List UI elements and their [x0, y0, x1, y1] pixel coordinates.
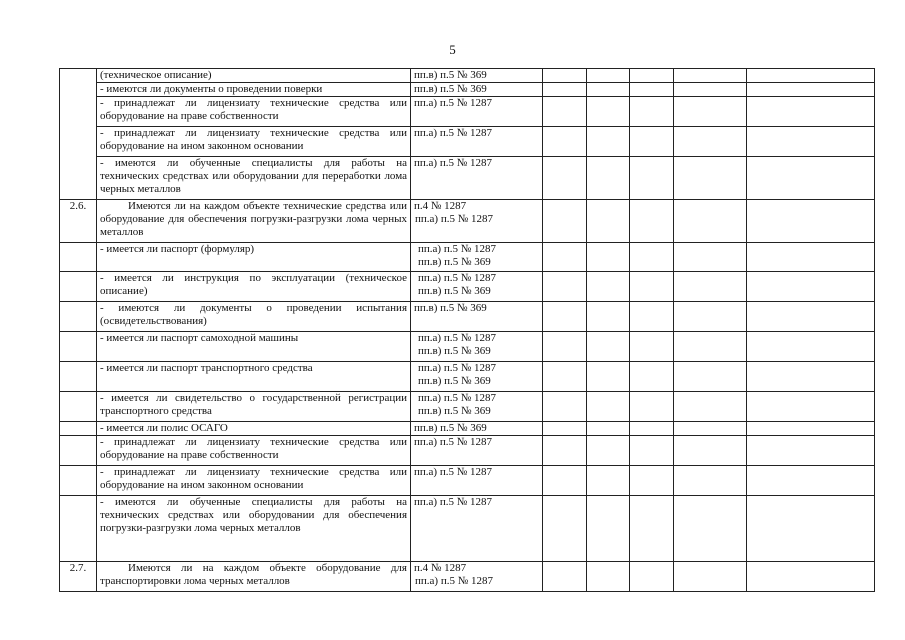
table-row	[60, 97, 875, 127]
answer-yes-cell	[543, 392, 587, 422]
answer-no-cell	[587, 302, 630, 332]
answer-no-cell	[587, 362, 630, 392]
requirement-cell	[97, 562, 411, 592]
not-applicable-cell	[630, 392, 674, 422]
table-row	[60, 436, 875, 466]
notes-cell	[747, 466, 875, 496]
answer-yes-cell	[543, 83, 587, 97]
table-row	[60, 272, 875, 302]
requirement-cell	[97, 422, 411, 436]
reference-detail-cell	[674, 243, 747, 272]
notes-cell	[747, 272, 875, 302]
item-number-cell	[60, 392, 97, 422]
item-number-cell	[60, 496, 97, 562]
not-applicable-cell	[630, 436, 674, 466]
table-row	[60, 362, 875, 392]
table-row	[60, 302, 875, 332]
requirement-text: Имеются ли на каждом объекте технические средства или оборудование для обеспечения погрузки-разгрузки лома черных металлов	[100, 200, 407, 238]
answer-yes-cell	[543, 272, 587, 302]
reference-detail-cell	[674, 127, 747, 157]
legal-reference-cell	[411, 436, 543, 466]
not-applicable-cell	[630, 83, 674, 97]
legal-reference: пп.в) п.5 № 369	[418, 405, 491, 417]
notes-cell	[747, 562, 875, 592]
answer-no-cell	[587, 436, 630, 466]
answer-yes-cell	[543, 496, 587, 562]
answer-no-cell	[587, 157, 630, 200]
not-applicable-cell	[630, 422, 674, 436]
requirement-cell	[97, 243, 411, 272]
notes-cell	[747, 362, 875, 392]
legal-reference-cell	[411, 302, 543, 332]
legal-reference-cell	[411, 97, 543, 127]
answer-no-cell	[587, 97, 630, 127]
not-applicable-cell	[630, 200, 674, 243]
notes-cell	[747, 422, 875, 436]
legal-reference: п.4 № 1287	[414, 200, 467, 212]
legal-reference: пп.а) п.5 № 1287	[414, 466, 492, 478]
answer-yes-cell	[543, 200, 587, 243]
legal-reference: пп.в) п.5 № 369	[414, 83, 487, 95]
requirement-text: - имеются ли документы о проведении поверки	[100, 83, 323, 95]
not-applicable-cell	[630, 272, 674, 302]
reference-detail-cell	[674, 392, 747, 422]
item-number-cell	[60, 302, 97, 332]
item-number-cell	[60, 422, 97, 436]
legal-reference: пп.в) п.5 № 369	[414, 302, 487, 314]
not-applicable-cell	[630, 302, 674, 332]
legal-reference-cell	[411, 157, 543, 200]
notes-cell	[747, 97, 875, 127]
table-row	[60, 127, 875, 157]
reference-detail-cell	[674, 332, 747, 362]
legal-reference-cell	[411, 272, 543, 302]
not-applicable-cell	[630, 97, 674, 127]
answer-no-cell	[587, 69, 630, 83]
legal-reference: п.4 № 1287	[414, 562, 467, 574]
legal-reference: пп.в) п.5 № 369	[414, 69, 487, 81]
legal-reference: пп.а) п.5 № 1287	[418, 272, 496, 284]
legal-reference: пп.в) п.5 № 369	[418, 256, 491, 268]
requirement-cell	[97, 332, 411, 362]
answer-yes-cell	[543, 243, 587, 272]
legal-reference: пп.в) п.5 № 369	[418, 345, 491, 357]
legal-reference-cell	[411, 422, 543, 436]
reference-detail-cell	[674, 496, 747, 562]
requirement-cell	[97, 466, 411, 496]
answer-yes-cell	[543, 69, 587, 83]
notes-cell	[747, 69, 875, 83]
legal-reference: пп.а) п.5 № 1287	[415, 575, 493, 587]
notes-cell	[747, 496, 875, 562]
requirement-cell	[97, 496, 411, 562]
table-row	[60, 332, 875, 362]
answer-no-cell	[587, 127, 630, 157]
answer-yes-cell	[543, 127, 587, 157]
answer-no-cell	[587, 562, 630, 592]
reference-detail-cell	[674, 83, 747, 97]
legal-reference-cell	[411, 83, 543, 97]
requirement-cell	[97, 200, 411, 243]
legal-reference: пп.а) п.5 № 1287	[414, 157, 492, 169]
checklist-table	[59, 68, 875, 592]
requirement-cell	[97, 362, 411, 392]
legal-reference-cell	[411, 496, 543, 562]
legal-reference-cell	[411, 243, 543, 272]
legal-reference: пп.а) п.5 № 1287	[418, 243, 496, 255]
legal-reference-cell	[411, 69, 543, 83]
reference-detail-cell	[674, 157, 747, 200]
requirement-text: - имеется ли паспорт самоходной машины	[100, 332, 299, 344]
table-row	[60, 392, 875, 422]
legal-reference: пп.в) п.5 № 369	[414, 422, 487, 434]
requirement-cell	[97, 127, 411, 157]
legal-reference-cell	[411, 392, 543, 422]
requirement-text: - имеется ли инструкция по эксплуатации (техническое описание)	[100, 272, 407, 297]
requirement-text: - принадлежат ли лицензиату технические средства или оборудование на ином законном основании	[100, 466, 407, 491]
table-row	[60, 466, 875, 496]
legal-reference-cell	[411, 127, 543, 157]
table-row	[60, 157, 875, 200]
requirement-text: - имеются ли обученные специалисты для работы на технических средствах или оборудовании для обеспечения погрузки-разгрузки лома черных металлов	[100, 496, 407, 534]
legal-reference: пп.а) п.5 № 1287	[414, 436, 492, 448]
notes-cell	[747, 332, 875, 362]
legal-reference: пп.а) п.5 № 1287	[418, 362, 496, 374]
requirement-cell	[97, 302, 411, 332]
requirement-text: - имеются ли документы о проведении испытания (освидетельствования)	[100, 302, 407, 327]
item-number-cell	[60, 466, 97, 496]
answer-yes-cell	[543, 436, 587, 466]
item-number-cell	[60, 362, 97, 392]
notes-cell	[747, 127, 875, 157]
answer-no-cell	[587, 422, 630, 436]
notes-cell	[747, 157, 875, 200]
answer-no-cell	[587, 392, 630, 422]
table-row	[60, 496, 875, 562]
item-number-cell	[60, 436, 97, 466]
reference-detail-cell	[674, 200, 747, 243]
item-number-cell	[60, 272, 97, 302]
requirement-text: - имеется ли паспорт (формуляр)	[100, 243, 255, 255]
reference-detail-cell	[674, 97, 747, 127]
answer-no-cell	[587, 200, 630, 243]
answer-yes-cell	[543, 562, 587, 592]
notes-cell	[747, 200, 875, 243]
legal-reference: пп.в) п.5 № 369	[418, 375, 491, 387]
not-applicable-cell	[630, 243, 674, 272]
notes-cell	[747, 243, 875, 272]
table-row	[60, 83, 875, 97]
answer-no-cell	[587, 243, 630, 272]
reference-detail-cell	[674, 562, 747, 592]
notes-cell	[747, 83, 875, 97]
page-number: 5	[449, 42, 456, 57]
legal-reference: пп.а) п.5 № 1287	[418, 332, 496, 344]
answer-yes-cell	[543, 422, 587, 436]
legal-reference: пп.а) п.5 № 1287	[414, 97, 492, 109]
requirement-text: Имеются ли на каждом объекте оборудование для транспортировки лома черных металлов	[100, 562, 407, 587]
table-row	[60, 200, 875, 243]
notes-cell	[747, 392, 875, 422]
legal-reference: пп.в) п.5 № 369	[418, 285, 491, 297]
reference-detail-cell	[674, 272, 747, 302]
answer-yes-cell	[543, 302, 587, 332]
not-applicable-cell	[630, 562, 674, 592]
requirement-text: - имеется ли полис ОСАГО	[100, 422, 228, 434]
requirement-text: - имеется ли свидетельство о государственной регистрации транспортного средства	[100, 392, 407, 417]
legal-reference: пп.а) п.5 № 1287	[415, 213, 493, 225]
table-row	[60, 422, 875, 436]
legal-reference: пп.а) п.5 № 1287	[414, 127, 492, 139]
legal-reference: пп.а) п.5 № 1287	[414, 496, 492, 508]
reference-detail-cell	[674, 436, 747, 466]
not-applicable-cell	[630, 466, 674, 496]
requirement-cell	[97, 157, 411, 200]
not-applicable-cell	[630, 127, 674, 157]
item-number-cell	[60, 332, 97, 362]
requirement-text: - имеется ли паспорт транспортного средства	[100, 362, 313, 374]
reference-detail-cell	[674, 466, 747, 496]
legal-reference: пп.а) п.5 № 1287	[418, 392, 496, 404]
item-number-cell: 2.7.	[60, 562, 97, 592]
table-row	[60, 243, 875, 272]
requirement-cell	[97, 69, 411, 83]
table-row	[60, 562, 875, 592]
answer-no-cell	[587, 332, 630, 362]
not-applicable-cell	[630, 69, 674, 83]
reference-detail-cell	[674, 422, 747, 436]
requirement-cell	[97, 83, 411, 97]
requirement-cell	[97, 392, 411, 422]
legal-reference-cell	[411, 562, 543, 592]
not-applicable-cell	[630, 362, 674, 392]
checklist-rows	[60, 69, 875, 592]
not-applicable-cell	[630, 157, 674, 200]
reference-detail-cell	[674, 362, 747, 392]
reference-detail-cell	[674, 302, 747, 332]
answer-no-cell	[587, 272, 630, 302]
item-number-cell: 2.6.	[60, 200, 97, 243]
reference-detail-cell	[674, 69, 747, 83]
answer-yes-cell	[543, 332, 587, 362]
requirement-cell	[97, 272, 411, 302]
answer-no-cell	[587, 496, 630, 562]
item-number-cell	[60, 243, 97, 272]
answer-no-cell	[587, 466, 630, 496]
requirement-cell	[97, 436, 411, 466]
answer-no-cell	[587, 83, 630, 97]
requirement-text: - принадлежат ли лицензиату технические средства или оборудование на ином законном основании	[100, 127, 407, 152]
legal-reference-cell	[411, 362, 543, 392]
answer-yes-cell	[543, 157, 587, 200]
requirement-text: - принадлежат ли лицензиату технические средства или оборудование на праве собственности	[100, 436, 407, 461]
item-number-cell	[60, 69, 97, 200]
answer-yes-cell	[543, 97, 587, 127]
legal-reference-cell	[411, 332, 543, 362]
legal-reference-cell	[411, 200, 543, 243]
not-applicable-cell	[630, 496, 674, 562]
requirement-text: - имеются ли обученные специалисты для работы на технических средствах или оборудовании для переработки лома черных металлов	[100, 157, 407, 195]
table-row	[60, 69, 875, 83]
legal-reference-cell	[411, 466, 543, 496]
requirement-cell	[97, 97, 411, 127]
not-applicable-cell	[630, 332, 674, 362]
notes-cell	[747, 302, 875, 332]
requirement-text: - принадлежат ли лицензиату технические средства или оборудование на праве собственности	[100, 97, 407, 122]
requirement-text: (техническое описание)	[100, 69, 212, 81]
notes-cell	[747, 436, 875, 466]
answer-yes-cell	[543, 466, 587, 496]
answer-yes-cell	[543, 362, 587, 392]
